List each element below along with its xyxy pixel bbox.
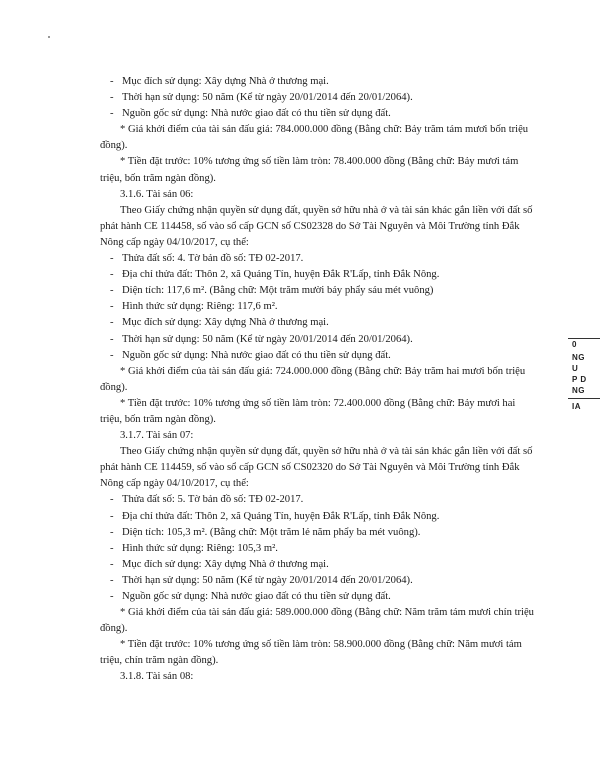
paragraph: Theo Giấy chứng nhận quyền sử dụng đất, quyền sở hữu nhà ở và tài sản khác gắn liền với đất số phát hành CE 114458, số vào sổ cấp GCN số CS02328 do Sở Tài Nguyên và Môi Trường tỉnh Đắk Nông cấp ngày 04/10/2017, cụ thể: <box>100 204 533 248</box>
price-note: * Giá khởi điểm của tài sản đấu giá: 784.000.000 đồng (Bằng chữ: Bảy trăm tám mươi bốn triệu đồng). <box>100 124 529 152</box>
bullet-item: - Diện tích: 117,6 m². (Bằng chữ: Một trăm mười bảy phẩy sáu mét vuông) <box>100 283 538 299</box>
bullet-item: - Địa chỉ thửa đất: Thôn 2, xã Quảng Tín, huyện Đắk R'Lấp, tỉnh Đắk Nông. <box>100 267 538 283</box>
bullet-item: - Mục đích sử dụng: Xây dựng Nhà ở thương mại. <box>100 315 538 331</box>
edge-rule-top <box>568 338 600 339</box>
bullet-item: - Địa chỉ thửa đất: Thôn 2, xã Quảng Tín, huyện Đắk R'Lấp, tỉnh Đắk Nông. <box>100 509 538 525</box>
edge-fragment: NG <box>572 353 585 362</box>
price-note: * Tiền đặt trước: 10% tương ứng số tiền làm tròn: 72.400.000 đồng (Bằng chữ: Bảy mươi hai triệu, bốn trăm ngàn đồng). <box>100 397 516 425</box>
document-body <box>100 74 538 686</box>
bullet-item: - Thời hạn sử dụng: 50 năm (Kể từ ngày 20/01/2014 đến 20/01/2064). <box>100 573 538 589</box>
bullet-item: - Thửa đất số: 5. Tờ bản đồ số: TĐ 02-2017. <box>100 492 538 508</box>
bullet-item: - Mục đích sử dụng: Xây dựng Nhà ở thương mại. <box>100 74 538 90</box>
section-heading: 3.1.6. Tài sản 06: <box>120 188 194 200</box>
price-note: * Tiền đặt trước: 10% tương ứng số tiền làm tròn: 58.900.000 đồng (Bằng chữ: Năm mươi tám triệu, chín trăm ngàn đồng). <box>100 639 522 667</box>
price-note: * Giá khởi điểm của tài sản đấu giá: 724.000.000 đồng (Bằng chữ: Bảy trăm hai mươi bốn triệu đồng). <box>100 365 526 393</box>
section-heading: 3.1.8. Tài sản 08: <box>120 671 194 683</box>
scan-speck <box>48 36 50 38</box>
bullet-item: - Nguồn gốc sử dụng: Nhà nước giao đất có thu tiền sử dụng đất. <box>100 106 538 122</box>
bullet-item: - Nguồn gốc sử dụng: Nhà nước giao đất có thu tiền sử dụng đất. <box>100 348 538 364</box>
bullet-item: - Hình thức sử dụng: Riêng: 117,6 m². <box>100 299 538 315</box>
bullet-item: - Nguồn gốc sử dụng: Nhà nước giao đất có thu tiền sử dụng đất. <box>100 589 538 605</box>
bullet-item: - Mục đích sử dụng: Xây dựng Nhà ở thương mại. <box>100 557 538 573</box>
paragraph: Theo Giấy chứng nhận quyền sử dụng đất, quyền sở hữu nhà ở và tài sản khác gắn liền với đất số phát hành CE 114459, số vào sổ cấp GCN số CS02320 do Sở Tài Nguyên và Môi Trường tỉnh Đắk Nông cấp ngày 04/10/2017, cụ thể: <box>100 446 533 490</box>
price-note: * Giá khởi điểm của tài sản đấu giá: 589.000.000 đồng (Bằng chữ: Năm trăm tám mươi chín triệu đồng). <box>100 607 534 635</box>
edge-rule-bottom <box>568 398 600 399</box>
edge-fragment: U <box>572 364 579 373</box>
edge-fragment: 0 <box>572 340 577 349</box>
section-heading: 3.1.7. Tài sản 07: <box>120 430 194 442</box>
bullet-item: - Thời hạn sử dụng: 50 năm (Kể từ ngày 20/01/2014 đến 20/01/2064). <box>100 332 538 348</box>
bullet-item: - Thửa đất số: 4. Tờ bản đồ số: TĐ 02-2017. <box>100 251 538 267</box>
edge-fragment: P D <box>572 375 587 384</box>
price-note: * Tiền đặt trước: 10% tương ứng số tiền làm tròn: 78.400.000 đồng (Bằng chữ: Bảy mươi tám triệu, bốn trăm ngàn đồng). <box>100 156 519 184</box>
edge-fragment: IA <box>572 402 581 411</box>
bullet-item: - Thời hạn sử dụng: 50 năm (Kể từ ngày 20/01/2014 đến 20/01/2064). <box>100 90 538 106</box>
bullet-item: - Diện tích: 105,3 m². (Bằng chữ: Một trăm lẻ năm phẩy ba mét vuông). <box>100 525 538 541</box>
edge-fragment: NG <box>572 386 585 395</box>
bullet-item: - Hình thức sử dụng: Riêng: 105,3 m². <box>100 541 538 557</box>
